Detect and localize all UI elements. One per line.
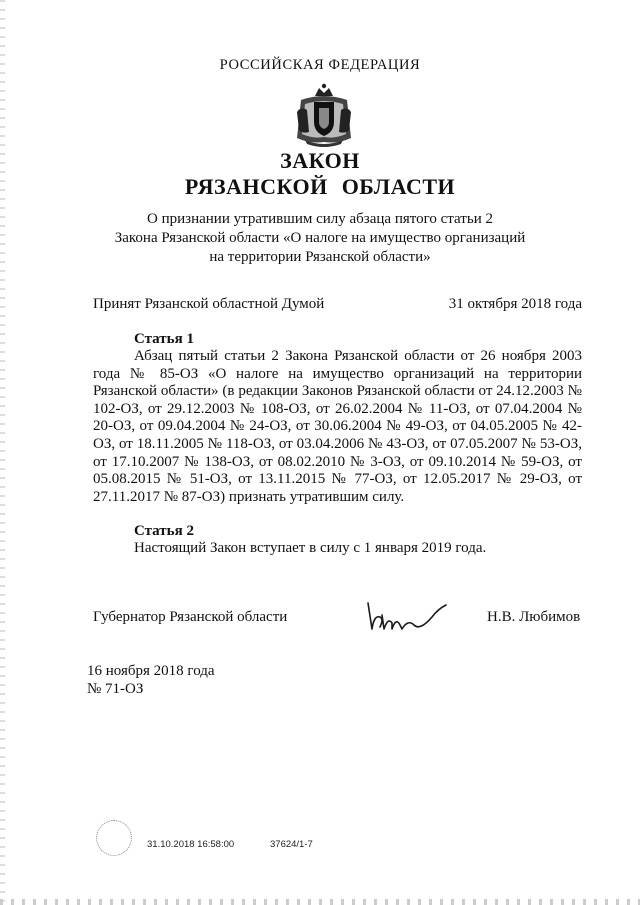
signing-block [87,662,215,698]
law-title-line1: ЗАКОН [280,148,360,173]
governor-name: Н.В. Любимов [487,609,581,625]
adopted-date: 31 октября 2018 года [448,296,582,312]
adopted-by: Принят Рязанской областной Думой [93,296,325,312]
law-number: № 71-ОЗ [87,681,144,697]
subtitle-line1: О признании утратившим силу абзаца пятого статьи 2 [147,211,493,227]
scan-edge-bottom [0,899,640,905]
article1-text: Абзац пятый статьи 2 Закона Рязанской области от 26 ноября 2003 года № 85-ОЗ «О налоге на имущество организаций на территории Рязанской области» (в редакции Законов Рязанской области от 24.12.2003 № 102-ОЗ, от 29.12.2003 № 108-ОЗ, от 26.02.2004 № 11-ОЗ, от 07.04.2004 № 20-ОЗ, от 09.04.2004 № 24-ОЗ, от 30.06.2004 № 49-ОЗ, от 04.05.2005 № 42-ОЗ, от 18.11.2005 № 118-ОЗ, от 03.04.2006 № 43-ОЗ, от 07.05.2007 № 53-ОЗ, от 17.10.2007 № 138-ОЗ, от 08.02.2010 № 3-ОЗ, от 09.10.2014 № 59-ОЗ, от 05.08.2015 № 51-ОЗ, от 13.11.2015 № 77-ОЗ, от 12.05.2017 № 29-ОЗ, от 27.11.2017 № 87-ОЗ) признать утратившим силу. [93,348,582,505]
article2-text: Настоящий Закон вступает в силу с 1 января 2019 года. [134,540,487,556]
country-heading: РОССИЙСКАЯ ФЕДЕРАЦИЯ [219,57,421,73]
law-title [0,148,640,200]
scan-edge-left [0,0,5,905]
registration-stamp [96,820,132,856]
law-title-line2: РЯЗАНСКОЙ ОБЛАСТИ [184,174,456,199]
coat-of-arms-emblem [293,82,355,148]
adoption-row [93,296,582,313]
law-subtitle [0,210,640,267]
signing-date: 16 ноября 2018 года [87,663,215,679]
footer-reg-number: 37624/1-7 [270,839,313,850]
article2-heading: Статья 2 [134,523,194,539]
article1-heading: Статья 1 [134,331,194,347]
governor-position: Губернатор Рязанской области [93,609,288,625]
subtitle-line3: на территории Рязанской области» [209,249,431,265]
subtitle-line2: Закона Рязанской области «О налоге на имущество организаций [114,230,526,246]
footer-timestamp: 31.10.2018 16:58:00 [147,839,235,850]
handwritten-signature [362,595,452,635]
